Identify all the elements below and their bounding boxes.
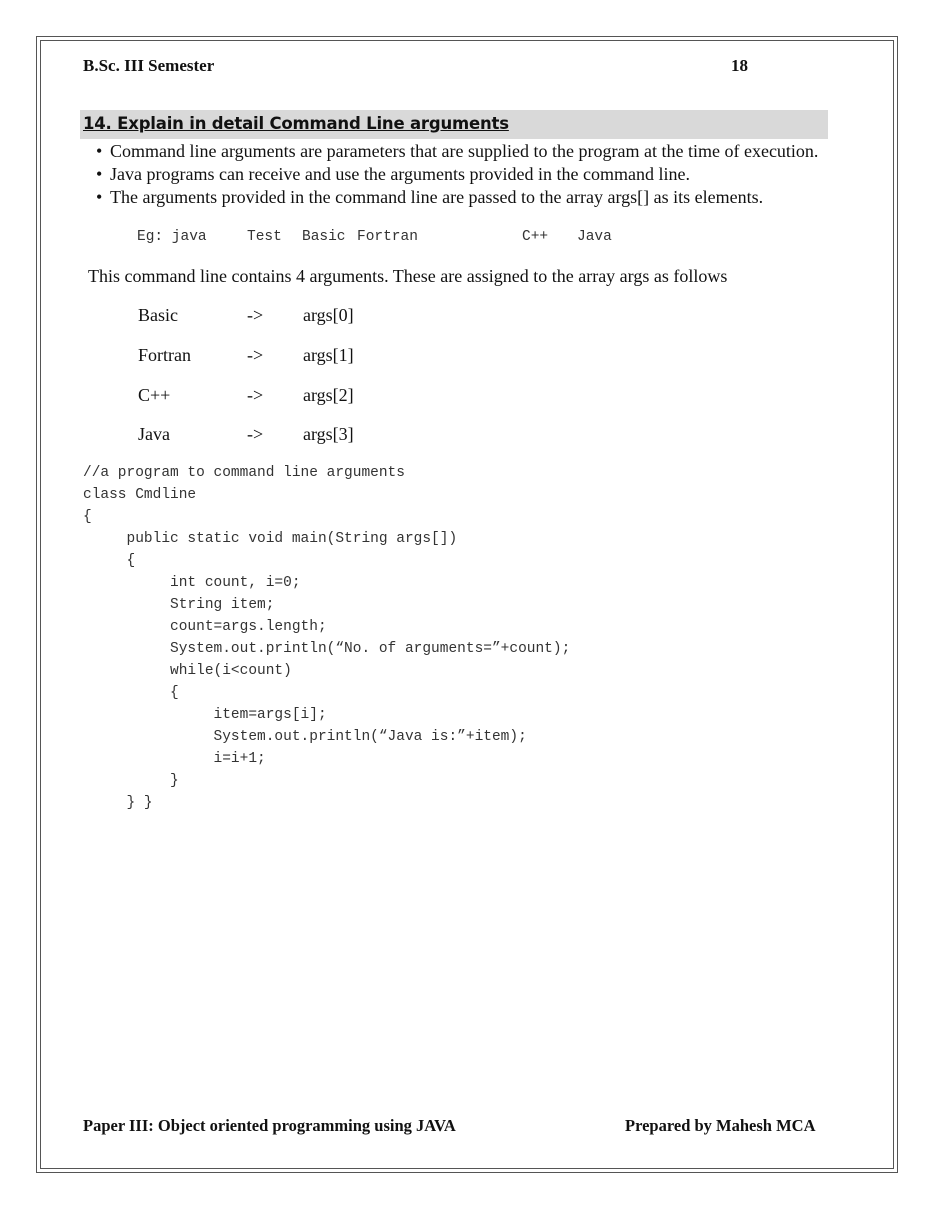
mapping-name: Java [138,424,170,444]
mapping-name: C++ [138,385,171,405]
code-line: } [83,773,179,789]
bullet-text: Command line arguments are parameters that are supplied to the program at the time of execution. [110,141,819,161]
footer-author: Prepared by Mahesh MCA [625,1116,816,1135]
code-line: while(i<count) [83,663,292,679]
mapping-arrow: -> [247,385,264,405]
code-line: System.out.println(“No. of arguments=”+count); [83,641,571,657]
bullet-list [96,141,826,210]
example-fortran: Fortran [357,229,418,245]
example-basic: Basic [302,229,346,245]
code-line: //a program to command line arguments [83,465,405,481]
code-line: System.out.println(“Java is:”+item); [83,729,527,745]
mapping-name: Fortran [138,345,191,365]
bullet-item [96,141,826,162]
code-line: i=i+1; [83,751,266,767]
intro-text: This command line contains 4 arguments. These are assigned to the array args as follows [88,266,728,286]
bullet-dot: • [96,164,103,184]
code-line: public static void main(String args[]) [83,531,458,547]
bullet-item [96,187,826,208]
example-java: Java [577,229,612,245]
question-title: 14. Explain in detail Command Line arguments [83,114,509,133]
code-line: } } [83,795,153,811]
footer-paper-title: Paper III: Object oriented programming using JAVA [83,1116,456,1135]
code-line: { [83,553,136,569]
bullet-text: Java programs can receive and use the arguments provided in the command line. [110,164,690,184]
code-line: count=args.length; [83,619,327,635]
bullet-text: The arguments provided in the command line are passed to the array args[] as its elements. [110,187,764,207]
mapping-arrow: -> [247,305,264,325]
mapping-target: args[2] [303,385,354,405]
mapping-target: args[0] [303,305,354,325]
header-course: B.Sc. III Semester [83,56,215,75]
bullet-dot: • [96,141,103,161]
mapping-target: args[3] [303,424,354,444]
code-line: { [83,685,179,701]
page-number: 18 [731,56,748,75]
code-line: item=args[i]; [83,707,327,723]
mapping-arrow: -> [247,424,264,444]
code-line: { [83,509,92,525]
code-line: int count, i=0; [83,575,301,591]
code-line: class Cmdline [83,487,197,503]
mapping-arrow: -> [247,345,264,365]
mapping-name: Basic [138,305,178,325]
mapping-target: args[1] [303,345,354,365]
code-line: String item; [83,597,275,613]
example-eg: Eg: java [137,229,207,245]
bullet-dot: • [96,187,103,207]
example-cpp: C++ [522,229,549,245]
bullet-item [96,164,826,185]
example-test: Test [247,229,282,245]
